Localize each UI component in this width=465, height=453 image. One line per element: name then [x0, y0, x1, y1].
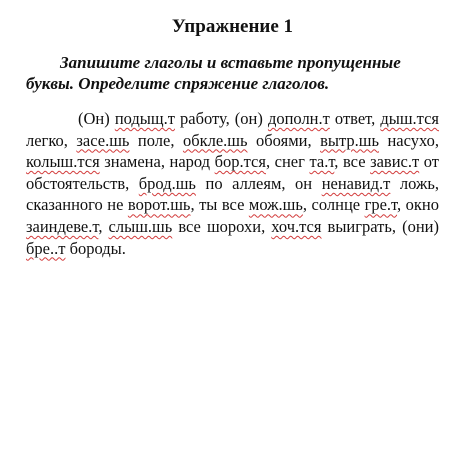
- text-segment: легко,: [26, 130, 77, 150]
- text-segment: поле,: [129, 130, 183, 150]
- verb-word: обкле.шь: [182, 130, 248, 150]
- text-segment: знамена, народ: [99, 152, 215, 172]
- text-segment: бороды.: [65, 238, 126, 258]
- text-segment: выиграть, (они): [321, 216, 440, 236]
- verb-word: мож.шь: [248, 195, 303, 215]
- verb-word: дыш.тся: [380, 109, 439, 128]
- verb-word: заиндеве.т: [26, 216, 99, 236]
- verb-word: бре..т: [26, 238, 66, 258]
- text-segment: , снег: [265, 152, 310, 172]
- verb-word: дополн.т: [267, 109, 330, 128]
- text-segment: ,: [98, 216, 109, 236]
- verb-word: засе.шь: [76, 130, 130, 150]
- text-segment: ответ,: [329, 109, 381, 128]
- verb-word: брод.шь: [138, 173, 196, 193]
- verb-word: слыш.шь: [108, 216, 173, 236]
- text-segment: , солнце: [302, 195, 365, 215]
- text-segment: по аллеям, он: [195, 173, 322, 193]
- exercise-text: [26, 108, 439, 259]
- verb-word: колыш.тся: [26, 152, 100, 172]
- verb-word: завис.т: [370, 152, 420, 172]
- verb-word: вытр.шь: [320, 130, 379, 150]
- text-segment: , все: [334, 152, 371, 172]
- verb-word: та.т: [309, 152, 335, 172]
- text-segment: обоями,: [247, 130, 321, 150]
- text-segment: все шорохи,: [172, 216, 272, 236]
- text-segment: , ты все: [190, 195, 249, 215]
- verb-word: хоч.тся: [271, 216, 322, 236]
- text-segment: , окно: [397, 195, 439, 215]
- text-segment: (Он): [78, 109, 115, 128]
- text-segment: насухо,: [378, 130, 439, 150]
- verb-word: гре.т: [364, 195, 398, 215]
- verb-word: бор.тся: [214, 152, 266, 172]
- verb-word: ненавид.т: [321, 173, 391, 193]
- exercise-task: Запишите глаголы и вставьте пропущенные буквы. Определите спряжение глаголов.: [26, 53, 401, 93]
- exercise-title: Упражнение 1: [171, 16, 294, 37]
- text-segment: работу, (он): [174, 109, 268, 128]
- text-segment: ложь, сказанного не: [26, 173, 440, 215]
- verb-word: ворот.шь: [127, 195, 191, 215]
- verb-word: подыщ.т: [114, 109, 175, 128]
- text-segment: от обстоятельств,: [26, 152, 439, 193]
